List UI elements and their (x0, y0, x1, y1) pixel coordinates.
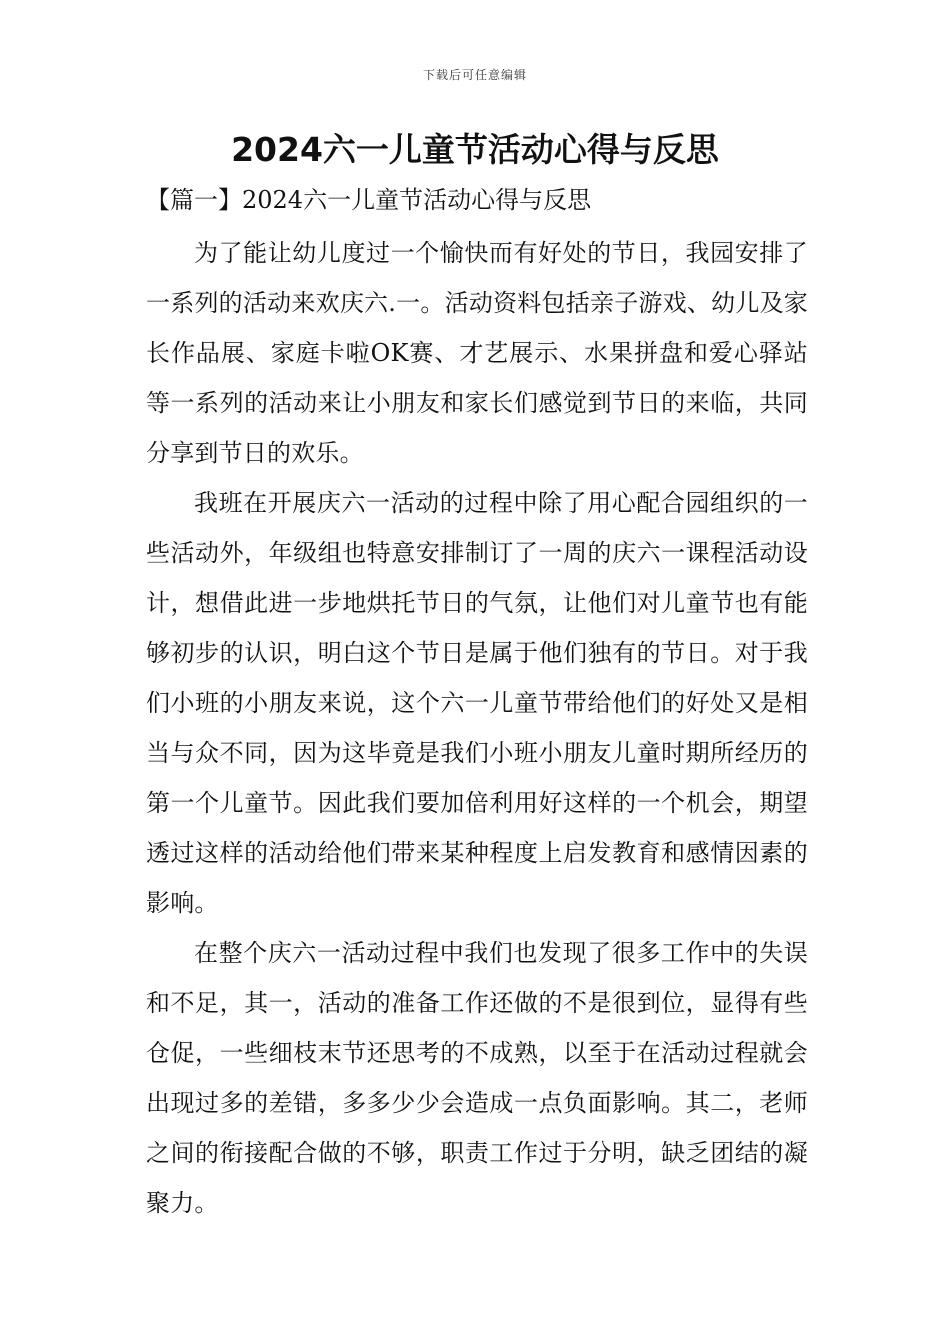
paragraph-3: 在整个庆六一活动过程中我们也发现了很多工作中的失误和不足，其一，活动的准备工作还做的不是很到位，显得有些仓促，一些细枝末节还思考的不成熟，以至于在活动过程就会出现过多的差错，多多少少会造成一点负面影响。其二，老师之间的衔接配合做的不够，职责工作过于分明，缺乏团结的凝聚力。 (146, 939, 808, 1217)
paragraph-1: 为了能让幼儿度过一个愉快而有好处的节日，我园安排了一系列的活动来欢庆六.一。活动资料包括亲子游戏、幼儿及家长作品展、家庭卡啦OK赛、才艺展示、水果拼盘和爱心驿站等一系列的活动来让小朋友和家长们感觉到节日的来临，共同分享到节日的欢乐。 (146, 239, 808, 467)
paragraph-2: 我班在开展庆六一活动的过程中除了用心配合园组织的一些活动外，年级组也特意安排制订了一周的庆六一课程活动设计，想借此进一步地烘托节日的气氛，让他们对儿童节也有能够初步的认识，明白这个节日是属于他们独有的节日。对于我们小班的小朋友来说，这个六一儿童节带给他们的好处又是相当与众不同，因为这毕竟是我们小班小朋友儿童时期所经历的第一个儿童节。因此我们要加倍利用好这样的一个机会，期望透过这样的活动给他们带来某种程度上启发教育和感情因素的影响。 (146, 489, 808, 917)
document-body (146, 178, 808, 1228)
page-header-note: 下载后可任意编辑 (422, 68, 527, 82)
section-heading: 【篇一】2024六一儿童节活动心得与反思 (146, 186, 592, 214)
document-title: 2024六一儿童节活动心得与反思 (231, 130, 719, 169)
